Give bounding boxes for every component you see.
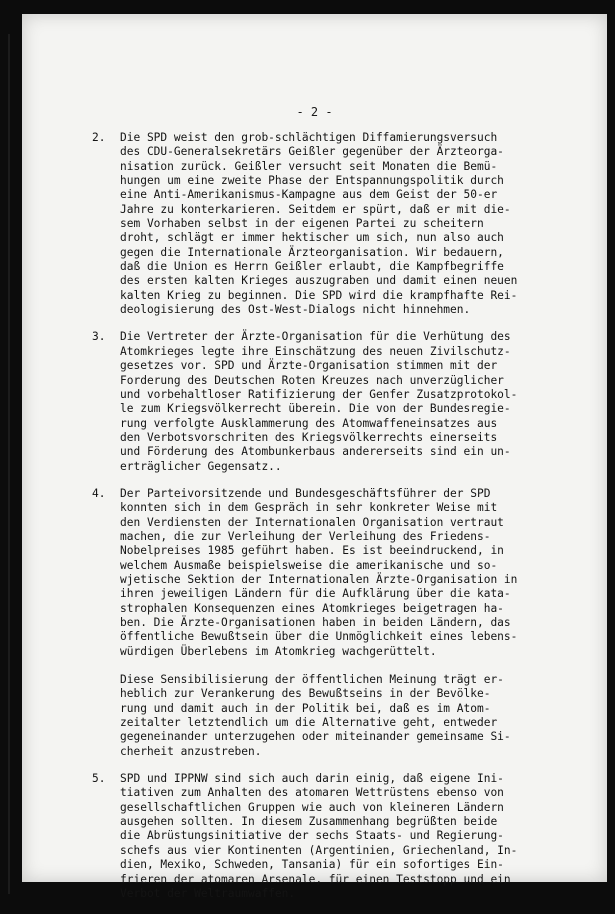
item-number: 2. bbox=[92, 131, 106, 144]
list-item-5 bbox=[92, 772, 592, 901]
list-item-3 bbox=[92, 330, 592, 473]
item-number: 3. bbox=[92, 330, 106, 344]
item-paragraph: Die SPD weist den grob-schlächtigen Diffamierungsversuch des CDU-Generalsekretärs Geißler gegenüber der Ärzteorga- nisation zurück. Geißler versucht seit Monaten die Bemü- hungen um eine zweite Phase der Entspannungspolitik durch eine Anti-Amerikanismus-Kampagne aus dem Geist der 50-er Jahre zu konterkarieren. Seitdem er spürt, daß er mit die- sem Vorhaben selbst in der eigenen Partei zu scheitern droht, schlägt er immer hektischer um sich, nun also auch gegen die Internationale Ärzteorganisation. Wir bedauern, daß die Union es Herrn Geißler erlaubt, die Kampfbegriffe des ersten kalten Krieges auszugraben und damit einen neuen kalten Krieg zu beginnen. Die SPD wird die krampfhafte Rei- deologisierung des Ost-West-Dialogs nicht hinnehmen. bbox=[120, 131, 518, 317]
item-number: 4. bbox=[92, 486, 106, 500]
document-body bbox=[92, 131, 592, 914]
scan-edge-mark bbox=[8, 34, 10, 894]
item-paragraph: SPD und IPPNW sind sich auch darin einig, daß eigene Ini- tiativen zum Anhalten des atomaren Wettrüstens ebenso von gesellschaftlichen Gruppen wie auch von kleineren Ländern ausgehen sollten. In diesem Zusammenhang begrüßten beide die Abrüstungsinitiative der sechs Staats- und Regierung- schefs aus vier Kontinenten (Argentinien, Griechenland, In- dien, Mexiko, Schweden, Tansania) für ein sofortiges Ein- frieren der atomaren Arsenale, für einen Teststopp und ein Verbot der Weltraumwaffen. bbox=[120, 772, 518, 900]
item-paragraph: Die Vertreter der Ärzte-Organisation für die Verhütung des Atomkrieges legte ihre Einschätzung des neuen Zivilschutz- gesetzes vor. SPD und Ärzte-Organisation stimmen mit der Forderung des Deutschen Roten Kreuzes nach unverzüglicher und vorbehaltloser Ratifizierung der Genfer Zusatzprotokol- le zum Kriegsvölkerrecht überein. Die von der Bundesregie- rung verfolgte Ausklammerung des Atomwaffeneinsatzes aus den Verbotsvorschriten des Kriegsvölkerrechts einerseits und Förderung des Atombunkerbaus andererseits sind ein un- erträglicher Gegensatz.. bbox=[120, 330, 518, 473]
list-item-2 bbox=[92, 131, 592, 317]
item-number: 5. bbox=[92, 772, 106, 786]
document-page bbox=[22, 14, 607, 900]
item-paragraph: Diese Sensibilisierung der öffentlichen Meinung trägt er- heblich zur Verankerung des Bewußtseins in der Bevölke- rung und damit auch in der Politik bei, daß es im Atom- zeitalter letztendlich um die Alternative geht, entweder gegeneinander unterzugehen oder miteinander gemeinsame Si- cherheit anzustreben. bbox=[120, 673, 511, 758]
page-number: - 2 - bbox=[296, 105, 333, 119]
list-item-4 bbox=[92, 487, 592, 759]
item-paragraph: Der Parteivorsitzende und Bundesgeschäftsführer der SPD konnten sich in dem Gespräch in sehr konkreter Weise mit den Verdiensten der Internationalen Organisation vertraut machen, die zur Verleihung der Verleihung des Friedens- Nobelpreises 1985 geführt haben. Es ist beeindruckend, in welchem Ausmaße beispielsweise die amerikanische und so- wjetische Sektion der Internationalen Ärzte-Organisation in ihren jeweiligen Ländern für die Aufklärung über die kata- strophalen Konsequenzen eines Atomkrieges beigetragen ha- ben. Die Ärzte-Organisationen haben in beiden Ländern, das öffentliche Bewußtsein über die Unmöglichkeit eines lebens- würdigen Überlebens im Atomkrieg wachgerüttelt. bbox=[120, 486, 518, 658]
